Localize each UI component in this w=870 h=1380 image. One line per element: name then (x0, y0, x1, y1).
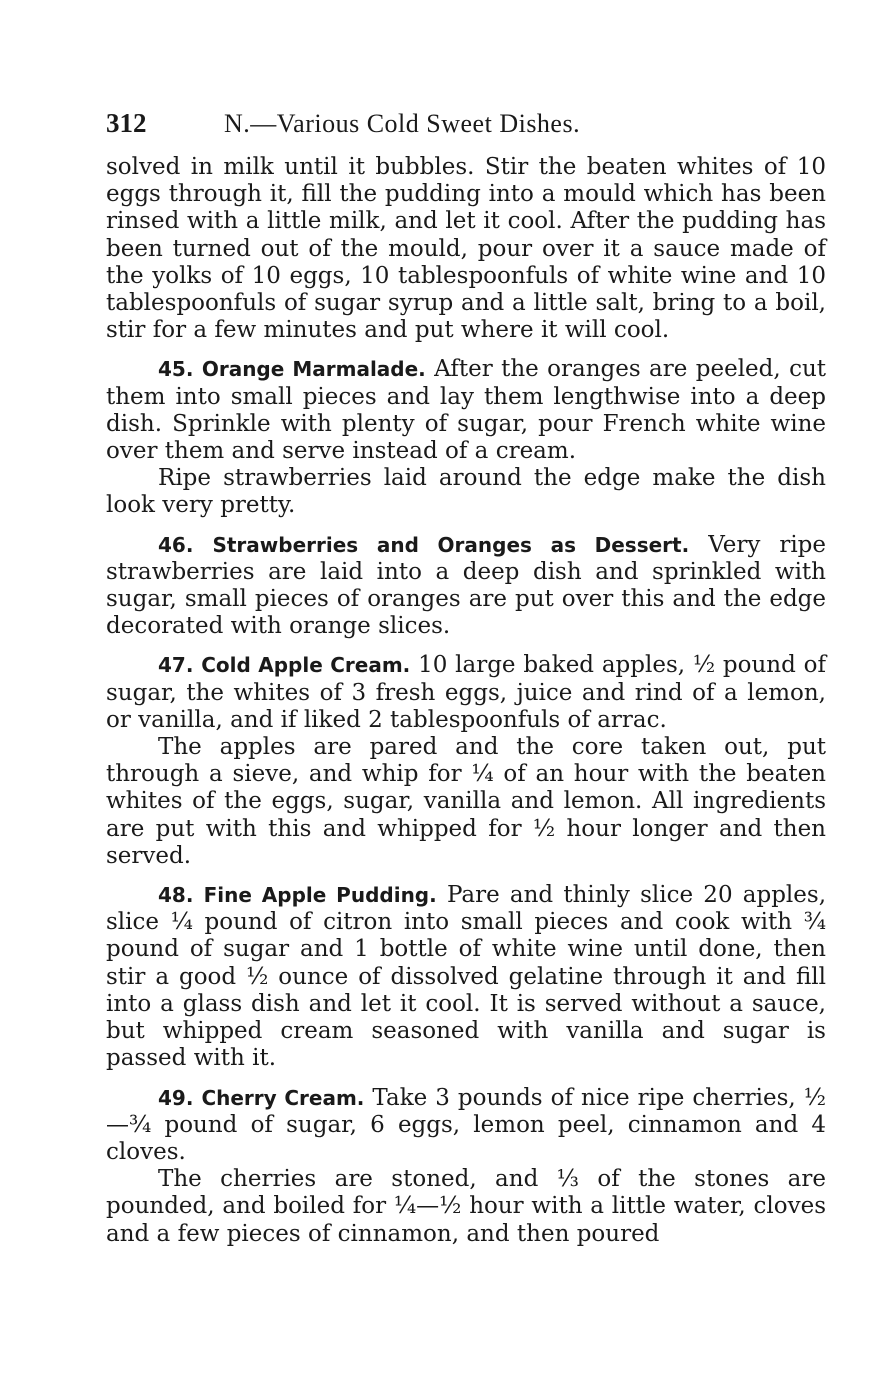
recipe-45-note: Ripe strawberries laid around the edge make the dish look very pretty. (106, 465, 826, 519)
recipe-number: 47. (158, 653, 194, 678)
running-head: N.—Various Cold Sweet Dishes. (224, 109, 581, 138)
recipe-text: Very ripe strawberries are laid into a deep dish and sprinkled with sugar, small pieces of oranges are put over this and the edge decorated with orange slices. (106, 531, 827, 640)
recipe-title: Cold Apple Cream. (201, 653, 411, 678)
recipe-text: 10 large baked apples, ½ pound of sugar, the whites of 3 fresh eggs, juice and rind of a lemon, or vanilla, and if liked 2 tablespoonfuls of arrac. (106, 652, 826, 733)
recipe-number: 48. (158, 883, 194, 908)
continuation-paragraph: solved in milk until it bubbles. Stir the beaten whites of 10 eggs through it, fill the pudding into a mould which has been rinsed with a little milk, and let it cool. After the pudding has been turned out of the mould, pour over it a sauce made of the yolks of 10 eggs, 10 tablespoonfuls of white wine and 10 tablespoonfuls of sugar syrup and a little salt, bring to a boil, stir for a few minutes and put where it will cool. (106, 154, 826, 344)
recipe-title: Strawberries and Oranges as Dessert. (212, 532, 690, 557)
recipe-46 (106, 532, 826, 641)
recipe-title: Fine Apple Pudding. (203, 883, 437, 908)
recipe-number: 46. (158, 532, 194, 557)
page-header (106, 108, 826, 148)
recipe-47 (106, 652, 826, 734)
recipe-49-method: The cherries are stoned, and ⅓ of the stones are pounded, and boiled for ¼—½ hour with a little water, cloves and a few pieces of cinnamon, and then poured (106, 1166, 826, 1247)
page-number: 312 (106, 108, 147, 138)
recipe-text: Pare and thinly slice 20 apples, slice ¼ pound of citron into small pieces and cook with ¾ pound of sugar and 1 bottle of white wine until done, then stir a good ½ ounce of dissolved gelatine through it and fill into a glass dish and let it cool. It is served without a sauce, but whipped cream seasoned with vanilla and sugar is passed with it. (106, 882, 827, 1072)
recipe-49 (106, 1085, 826, 1167)
recipe-45 (106, 356, 826, 465)
recipe-number: 45. (158, 357, 194, 382)
book-page (106, 108, 826, 1248)
recipe-title: Orange Marmalade. (201, 357, 426, 382)
recipe-text: After the oranges are peeled, cut them into small pieces and lay them lengthwise into a deep dish. Sprinkle with plenty of sugar, pour French white wine over them and serve instead of a cream. (106, 356, 827, 465)
recipe-title: Cherry Cream. (201, 1085, 365, 1110)
recipe-47-method: The apples are pared and the core taken out, put through a sieve, and whip for ¼ of an hour with the beaten whites of the eggs, sugar, vanilla and lemon. All ingredients are put with this and whipped for ½ hour longer and then served. (106, 734, 826, 869)
recipe-number: 49. (158, 1085, 194, 1110)
recipe-48 (106, 882, 826, 1072)
recipe-text: Take 3 pounds of nice ripe cherries, ½—¾ pound of sugar, 6 eggs, lemon peel, cinnamon and 4 cloves. (106, 1084, 827, 1165)
